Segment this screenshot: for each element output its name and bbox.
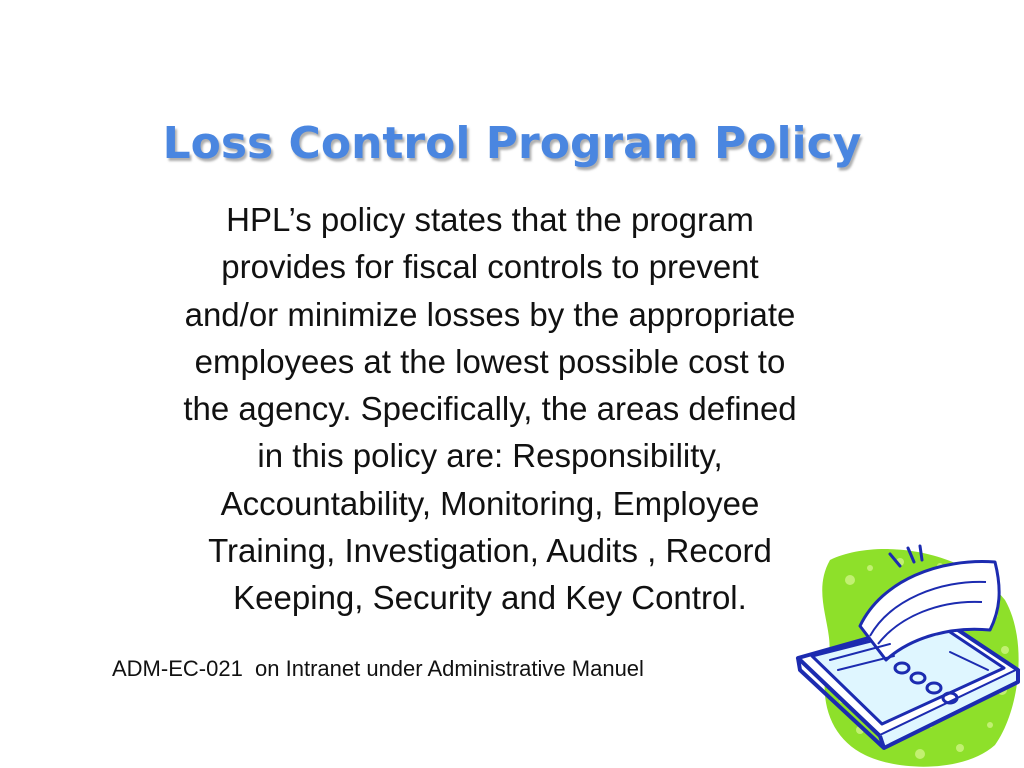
policy-reference-footnote: ADM-EC-021 on Intranet under Administrative Manuel xyxy=(112,656,644,681)
body-line: in this policy are: Responsibility, xyxy=(257,437,723,475)
body-line: Keeping, Security and Key Control. xyxy=(233,579,747,617)
body-line: Training, Investigation, Audits , Record xyxy=(208,532,772,570)
body-line: provides for fiscal controls to prevent xyxy=(221,248,759,286)
slide-body xyxy=(100,196,880,622)
body-line: employees at the lowest possible cost to xyxy=(194,342,786,380)
slide-title: Loss Control Program Policy xyxy=(162,118,862,169)
body-line: the agency. Specifically, the areas defined xyxy=(183,390,797,428)
open-book-icon xyxy=(790,540,1024,768)
body-line: Accountability, Monitoring, Employee xyxy=(220,484,760,522)
body-line: and/or minimize losses by the appropriate xyxy=(184,295,796,333)
body-line: HPL’s policy states that the program xyxy=(226,201,754,238)
